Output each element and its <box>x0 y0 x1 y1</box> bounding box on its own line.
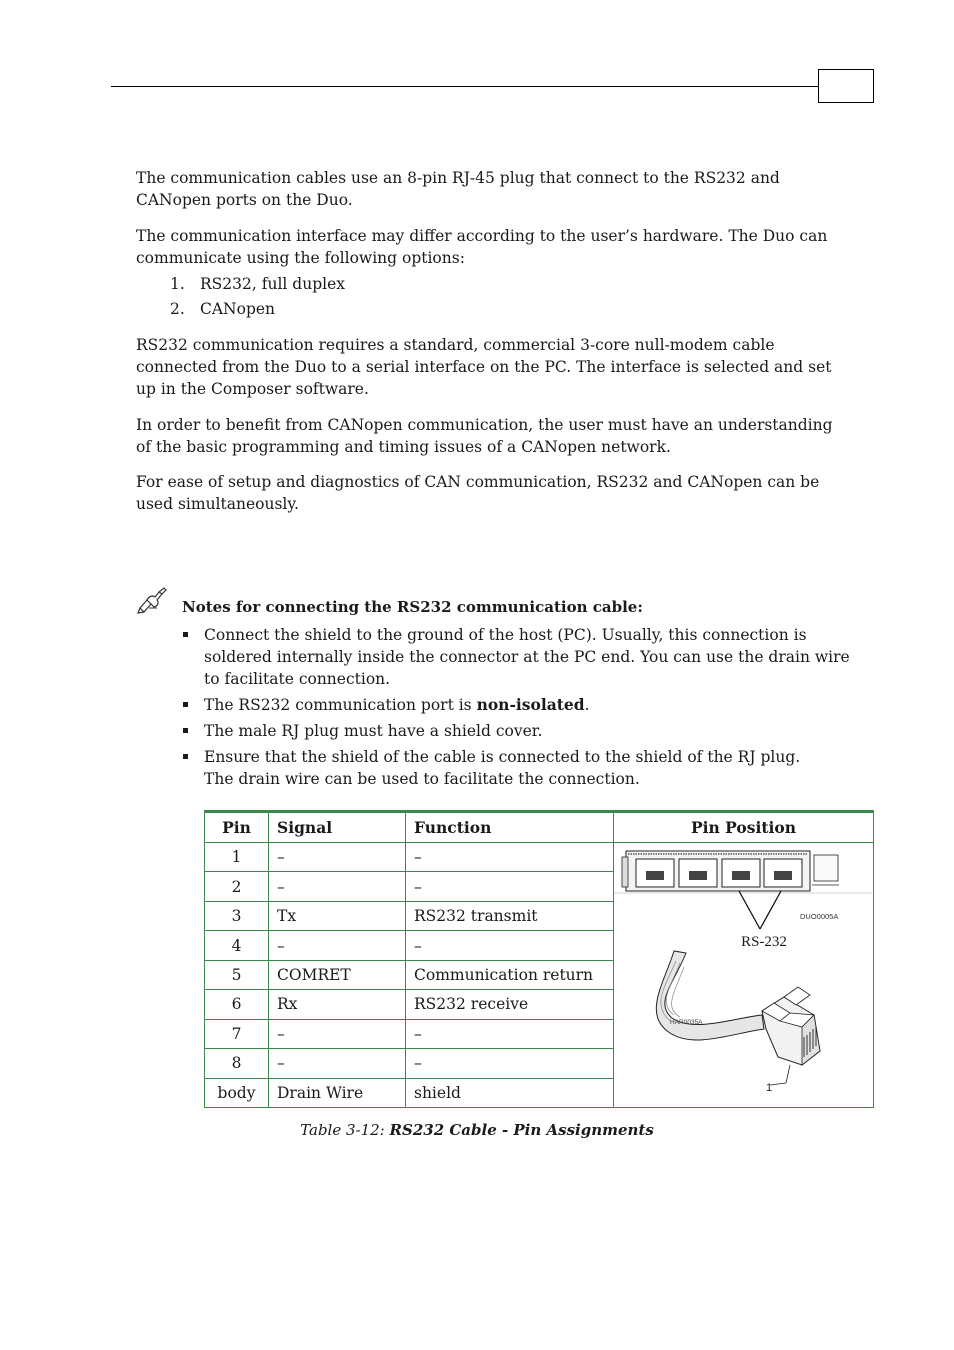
board-code-label: DUO0005A <box>800 912 839 921</box>
intro-paragraph-5: For ease of setup and diagnostics of CAN communication, RS232 and CANopen can be used simultaneously. <box>136 473 820 513</box>
table-row: 3 Tx RS232 transmit <box>205 901 874 930</box>
rs232-label: RS-232 <box>741 934 787 950</box>
list-item: 1. RS232, full duplex <box>170 275 345 293</box>
note-title: Notes for connecting the RS232 communication cable: <box>182 598 643 616</box>
list-item: Connect the shield to the ground of the host (PC). Usually, this connection is soldered internally inside the connector at the PC end. You can use the drain wire to facilitate connection. <box>182 624 850 690</box>
list-item: The male RJ plug must have a shield cover. <box>182 720 850 742</box>
rs232-pointer-left <box>739 891 760 929</box>
table-row: 1 – – DUO0005A RS-232 HAR0035A 1 <box>205 843 874 872</box>
note-bullet-list <box>182 624 850 794</box>
header-pin-position: Pin Position <box>614 812 874 843</box>
note-hand-icon <box>137 586 169 616</box>
pin-assignment-table <box>204 810 874 1108</box>
intro-paragraph-2: The communication interface may differ according to the user’s hardware. The Duo can communicate using the following options: <box>136 227 828 267</box>
rj45-plug-drawing <box>656 951 820 1085</box>
table-row: 4 – – <box>205 931 874 960</box>
intro-paragraph-1: The communication cables use an 8-pin RJ-45 plug that connect to the RS232 and CANopen ports on the Duo. <box>136 169 780 209</box>
page-number-box <box>818 69 874 103</box>
list-item: The RS232 communication port is non-isolated. <box>182 694 850 716</box>
plug-code-label: HAR0035A <box>670 1019 703 1026</box>
rs232-pointer-right <box>760 891 781 929</box>
pin-position-figure-cell <box>614 843 874 1108</box>
list-item: 2. CANopen <box>170 300 276 318</box>
list-item: Ensure that the shield of the cable is connected to the shield of the RJ plug. The drain wire can be used to facilitate the connection. <box>182 746 850 790</box>
header-function: Function <box>406 812 614 843</box>
table-row: 2 – – <box>205 872 874 901</box>
header-pin: Pin <box>205 812 269 843</box>
header-signal: Signal <box>269 812 406 843</box>
table-header-row <box>205 812 874 843</box>
communication-options-list <box>170 272 345 322</box>
table-row: body Drain Wire shield <box>205 1078 874 1108</box>
rs232-connector-figure <box>614 843 872 1107</box>
intro-paragraph-3: RS232 communication requires a standard, commercial 3-core null-modem cable connected from the Duo to a serial interface on the PC. The interface is selected and set up in the Composer software. <box>136 336 832 398</box>
table-row: 7 – – <box>205 1019 874 1048</box>
pin1-label: 1 <box>766 1082 773 1094</box>
table-row: 8 – – <box>205 1049 874 1078</box>
table-row: 5 COMRET Communication return <box>205 960 874 989</box>
intro-paragraph-4: In order to benefit from CANopen communication, the user must have an understanding of the basic programming and timing issues of a CANopen network. <box>136 416 833 456</box>
table-row: 6 Rx RS232 receive <box>205 990 874 1019</box>
header-rule <box>111 86 819 87</box>
board-ports-drawing <box>614 851 872 893</box>
table-caption: Table 3-12: RS232 Cable - Pin Assignments <box>300 1121 654 1139</box>
